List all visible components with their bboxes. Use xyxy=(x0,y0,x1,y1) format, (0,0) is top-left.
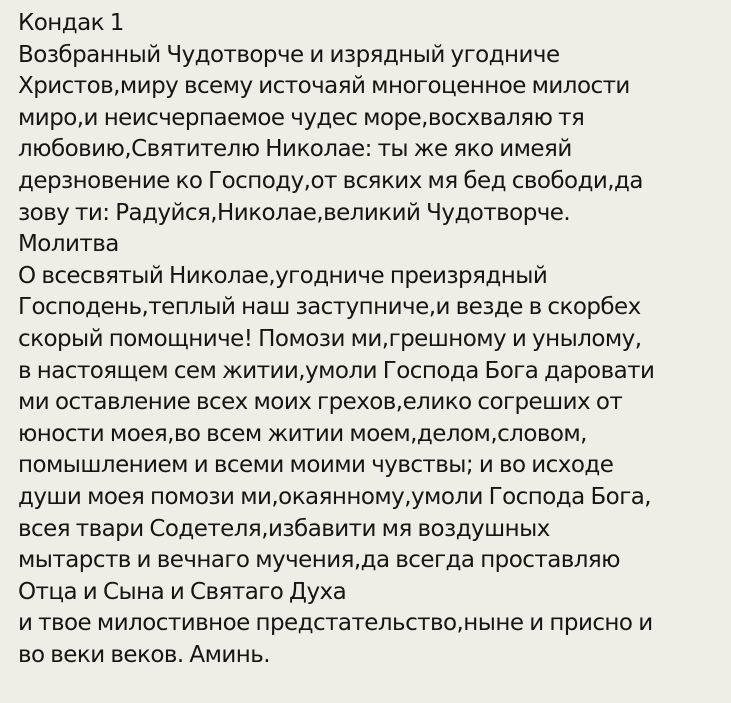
prayer-line: юности моея,во всем житии моем,делом,словом, xyxy=(18,420,587,447)
prayer-line: в настоящем сем житии,умоли Господа Бога даровати xyxy=(18,357,655,384)
prayer-line: Отца и Сына и Святаго Духа xyxy=(18,578,347,605)
prayer-line: и твое милостивное предстательство,ныне и присно и xyxy=(18,610,653,637)
prayer-line: души моея помози ми,окаянному,умоли Господа Бога, xyxy=(18,483,652,510)
prayer-line: во веки веков. Аминь. xyxy=(18,641,271,668)
prayer-line: Господень,теплый наш заступниче,и везде в скорбех xyxy=(18,294,641,321)
prayer-line: помышлением и всеми моими чувствы; и во исходе xyxy=(18,452,614,479)
kondak-heading: Кондак 1 xyxy=(18,10,124,36)
kondak-line: дерзновение ко Господу,от всяких мя бед свободи,да xyxy=(18,167,643,194)
kondak-line: любовию,Святителю Николае: ты же яко имеяй xyxy=(18,136,572,163)
prayer-line: мытарств и вечнаго мучения,да всегда проставляю xyxy=(18,547,620,574)
prayer-line: всея твари Содетеля,избавити мя воздушных xyxy=(18,515,550,542)
prayer-heading: Молитва xyxy=(18,231,119,258)
prayer-line: ми оставление всех моих грехов,елико согреших от xyxy=(18,389,623,416)
kondak-line: Христов,миру всему источаяй многоценное милости xyxy=(18,73,630,100)
prayer-line: О всесвятый Николае,угодниче преизрядный xyxy=(18,262,548,289)
kondak-line: Возбранный Чудотворче и изрядный угодниче xyxy=(18,41,560,68)
kondak-line: миро,и неисчерпаемое чудес море,восхваляю тя xyxy=(18,104,585,131)
kondak-line: зову ти: Радуйся,Николае,великий Чудотворче. xyxy=(18,199,571,226)
prayer-line: скорый помощниче! Помози ми,грешному и унылому, xyxy=(18,325,642,352)
